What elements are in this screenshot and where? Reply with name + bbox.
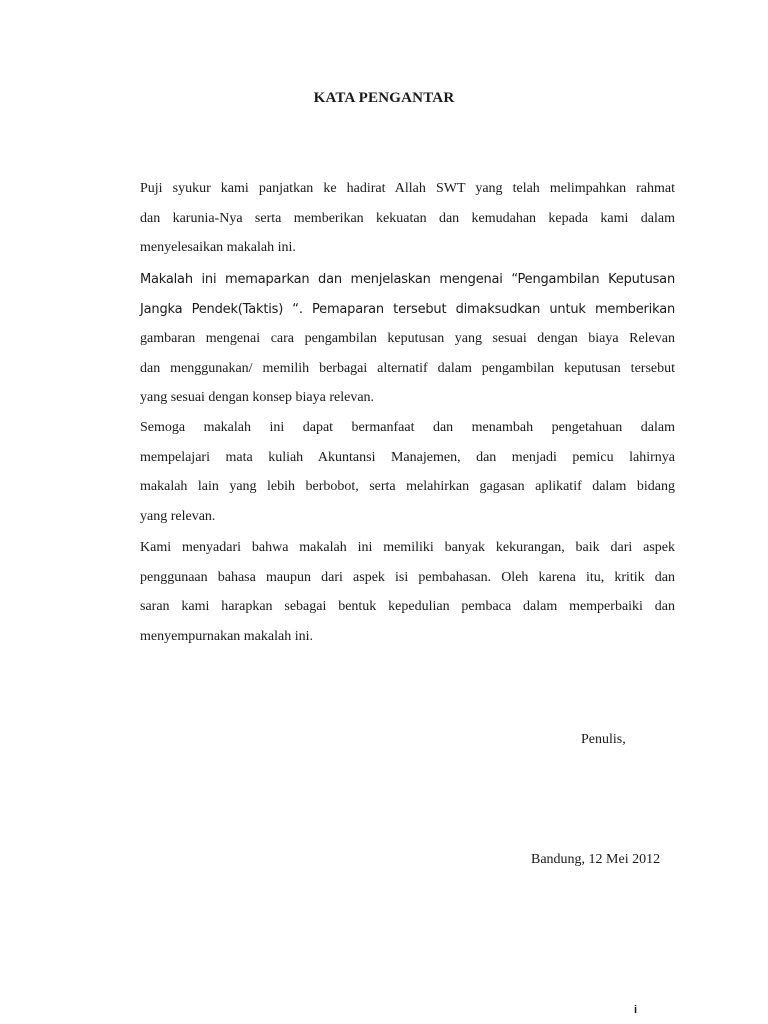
paragraph-line: mempelajari mata kuliah Akuntansi Manajemen, dan menjadi pemicu lahirnya [140, 449, 675, 465]
paragraph-line: dan menggunakan/ memilih berbagai alternatif dalam pengambilan keputusan tersebut [140, 360, 675, 376]
paragraph-line: penggunaan bahasa maupun dari aspek isi pembahasan. Oleh karena itu, kritik dan [140, 569, 675, 585]
page-number: i [634, 1004, 638, 1016]
page-title: KATA PENGANTAR [313, 90, 455, 106]
paragraph-line: Kami menyadari bahwa makalah ini memiliki banyak kekurangan, baik dari aspek [140, 540, 675, 555]
paragraph-line: yang relevan. [140, 508, 216, 524]
paragraph-line: saran kami harapkan sebagai bentuk kepedulian pembaca dalam memperbaiki dan [140, 599, 675, 614]
paragraph-line: makalah lain yang lebih berbobot, serta melahirkan gagasan aplikatif dalam bidang [140, 479, 675, 494]
paragraph-line: dan karunia-Nya serta memberikan kekuatan dan kemudahan kepada kami dalam [140, 210, 675, 226]
paragraph-line: Jangka Pendek(Taktis) “. Pemaparan tersebut dimaksudkan untuk memberikan [140, 301, 675, 317]
paragraph-3 [140, 413, 675, 531]
signature-place-date: Bandung, 12 Mei 2012 [531, 852, 661, 867]
paragraph-line: gambaran mengenai cara pengambilan keputusan yang sesuai dengan biaya Relevan [140, 331, 675, 346]
paragraph-line: yang sesuai dengan konsep biaya relevan. [140, 390, 375, 405]
signature-writer: Penulis, [581, 732, 626, 747]
paragraph-line: menyelesaikan makalah ini. [140, 240, 296, 255]
paragraph-line: Puji syukur kami panjatkan ke hadirat Allah SWT yang telah melimpahkan rahmat [140, 181, 675, 196]
paragraph-1 [140, 174, 675, 263]
paragraph-4 [140, 533, 675, 651]
paragraph-line: Semoga makalah ini dapat bermanfaat dan menambah pengetahuan dalam [140, 420, 675, 435]
paragraph-line: Makalah ini memaparkan dan menjelaskan mengenai “Pengambilan Keputusan [140, 272, 675, 287]
paragraph-line: menyempurnakan makalah ini. [140, 628, 313, 644]
paragraph-2 [140, 265, 675, 413]
